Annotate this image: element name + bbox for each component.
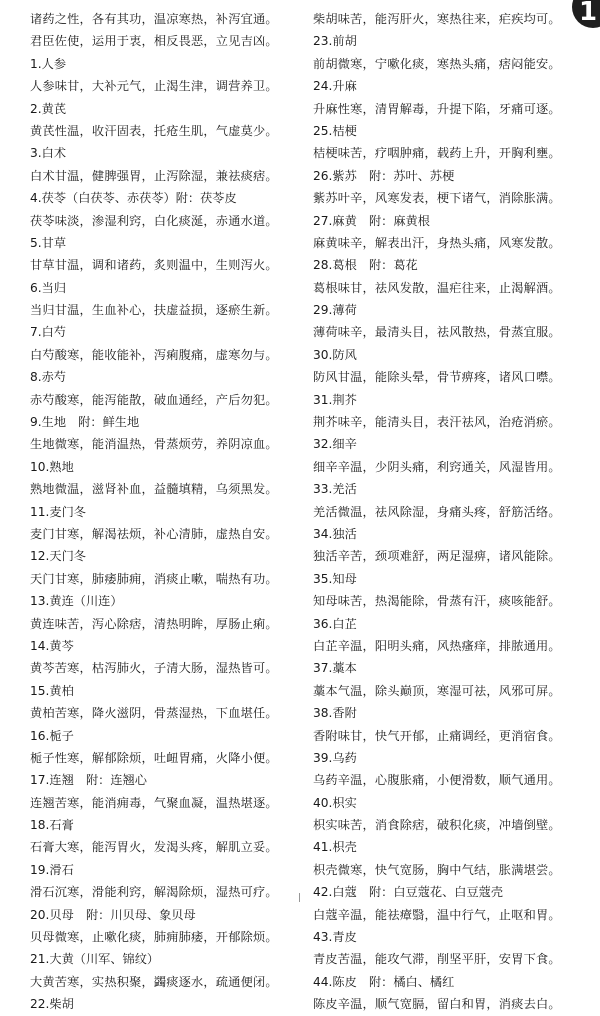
herb-heading: 40.枳实	[313, 795, 357, 810]
verse-line: 君臣佐使，运用于衷，相反畏恶，立见吉凶。	[30, 34, 278, 49]
verse-line: 白术甘温，健脾强胃，止泻除湿，兼祛痰痞。	[30, 168, 278, 183]
verse-line: 白芍酸寒，能收能补，泻痢腹痛，虚寒勿与。	[30, 347, 278, 362]
verse-line: 诸药之性，各有其功，温凉寒热，补泻宜通。	[30, 12, 278, 26]
verse-line: 赤芍酸寒，能泻能散，破血通经，产后勿犯。	[30, 392, 278, 407]
herb-heading: 39.乌药	[313, 750, 357, 765]
verse-line: 升麻性寒，清胃解毒，升提下陷，牙痛可逐。	[313, 101, 561, 116]
herb-heading: 32.细辛	[313, 437, 357, 452]
verse-line: 陈皮辛温，顺气宽膈，留白和胃，消痰去白。	[313, 997, 561, 1012]
herb-heading: 26.紫苏 附：苏叶、苏梗	[313, 168, 455, 183]
herb-heading: 3.白术	[30, 146, 67, 161]
herb-heading: 8.赤芍	[30, 370, 67, 385]
right-column	[313, 8, 589, 1016]
verse-line: 荆芥味辛，能清头目，表汗祛风，治疮消瘀。	[313, 415, 561, 430]
herb-heading: 35.知母	[313, 571, 357, 586]
verse-line: 独活辛苦，颈项难舒，两足湿痹，诸风能除。	[313, 549, 561, 564]
page-number: |	[298, 893, 302, 903]
herb-heading: 1.人参	[30, 56, 67, 71]
verse-line: 羌活微温，祛风除湿，身痛头疼，舒筋活络。	[313, 504, 561, 519]
herb-heading: 21.大黄（川军、锦纹）	[30, 952, 160, 967]
verse-line: 黄芩苦寒，枯泻肺火，子清大肠，湿热皆可。	[30, 661, 278, 676]
herb-heading: 29.薄荷	[313, 303, 357, 318]
verse-line: 黄柏苦寒，降火滋阴，骨蒸湿热，下血堪任。	[30, 706, 278, 721]
verse-line: 薄荷味辛，最清头目，祛风散热，骨蒸宜服。	[313, 325, 561, 340]
verse-line: 麻黄味辛，解表出汗，身热头痛，风寒发散。	[313, 235, 561, 250]
herb-heading: 12.天门冬	[30, 549, 86, 564]
herb-heading: 5.甘草	[30, 235, 67, 250]
herb-heading: 31.荆芥	[313, 392, 357, 407]
verse-line: 桔梗味苦，疗咽肿痛，载药上升，开胸利壅。	[313, 146, 561, 161]
verse-line: 枳实味苦，消食除痞，破积化痰，冲墙倒壁。	[313, 818, 561, 833]
verse-line: 天门甘寒，肺痿肺痈，消痰止嗽，喘热有功。	[30, 571, 278, 586]
verse-line: 麦门甘寒，解渴祛烦，补心清肺，虚热自安。	[30, 526, 278, 541]
verse-line: 前胡微寒，宁嗽化痰，寒热头痛，痞闷能安。	[313, 56, 561, 71]
verse-line: 黄连味苦，泻心除痞，清热明眸，厚肠止痢。	[30, 616, 278, 631]
herb-heading: 13.黄连（川连）	[30, 594, 123, 609]
verse-line: 藁本气温，除头巅顶，寒湿可祛，风邪可屏。	[313, 683, 561, 698]
page-badge: 1	[572, 0, 600, 28]
herb-heading: 4.茯苓（白茯苓、赤茯苓）附：茯苓皮	[30, 191, 237, 206]
herb-heading: 16.栀子	[30, 728, 74, 743]
verse-line: 知母味苦，热渴能除，骨蒸有汗，痰咳能舒。	[313, 594, 561, 609]
herb-heading: 2.黄芪	[30, 101, 67, 116]
herb-heading: 18.石膏	[30, 818, 74, 833]
herb-heading: 22.柴胡	[30, 997, 74, 1012]
herb-heading: 28.葛根 附：葛花	[313, 258, 418, 273]
verse-line: 柴胡味苦，能泻肝火，寒热往来，疟疾均可。	[313, 12, 561, 26]
verse-line: 当归甘温，生血补心，扶虚益损，逐瘀生新。	[30, 303, 278, 318]
herb-heading: 25.桔梗	[313, 123, 357, 138]
verse-line: 葛根味甘，祛风发散，温疟往来，止渴解酒。	[313, 280, 561, 295]
verse-line: 栀子性寒，解郁除烦，吐衄胃痛，火降小便。	[30, 750, 278, 765]
herb-heading: 23.前胡	[313, 34, 357, 49]
verse-line: 人参味甘，大补元气，止渴生津，调营养卫。	[30, 79, 278, 94]
herb-heading: 43.青皮	[313, 930, 357, 945]
herb-heading: 17.连翘 附：连翘心	[30, 773, 147, 788]
herb-heading: 9.生地 附：鲜生地	[30, 415, 140, 430]
herb-heading: 14.黄芩	[30, 638, 74, 653]
herb-heading: 33.羌活	[313, 482, 357, 497]
herb-heading: 34.独活	[313, 526, 357, 541]
verse-line: 白蔻辛温，能祛瘴翳，温中行气，止呕和胃。	[313, 907, 561, 922]
verse-line: 石膏大寒，能泻胃火，发渴头疼，解肌立妥。	[30, 840, 278, 855]
herb-heading: 11.麦门冬	[30, 504, 86, 519]
verse-line: 白芷辛温，阳明头痛，风热瘙痒，排脓通用。	[313, 638, 561, 653]
herb-heading: 36.白芷	[313, 616, 357, 631]
herb-heading: 7.白芍	[30, 325, 67, 340]
verse-line: 青皮苦温，能攻气滞，削坚平肝，安胃下食。	[313, 952, 561, 967]
herb-heading: 6.当归	[30, 280, 67, 295]
verse-line: 茯苓味淡，渗湿利窍，白化痰涎，赤通水道。	[30, 213, 278, 228]
verse-line: 乌药辛温，心腹胀痛，小便滑数，顺气通用。	[313, 773, 561, 788]
herb-heading: 30.防风	[313, 347, 357, 362]
verse-line: 大黄苦寒，实热积聚，蠲痰逐水，疏通便闭。	[30, 974, 278, 989]
verse-line: 甘草甘温，调和诸药，炙则温中，生则泻火。	[30, 258, 278, 273]
verse-line: 香附味甘，快气开郁，止痛调经，更消宿食。	[313, 728, 561, 743]
verse-line: 细辛辛温，少阴头痛，利窍通关，风湿皆用。	[313, 459, 561, 474]
herb-heading: 38.香附	[313, 706, 357, 721]
herb-heading: 42.白蔻 附：白豆蔻花、白豆蔻壳	[313, 885, 504, 900]
herb-heading: 15.黄柏	[30, 683, 74, 698]
left-column	[30, 8, 292, 1016]
herb-heading: 10.熟地	[30, 459, 74, 474]
verse-line: 生地微寒，能消温热，骨蒸烦劳，养阴凉血。	[30, 437, 278, 452]
verse-line: 滑石沉寒，滑能利窍，解渴除烦，湿热可疗。	[30, 885, 278, 900]
verse-line: 防风甘温，能除头晕，骨节痹疼，诸风口噤。	[313, 370, 561, 385]
herb-heading: 44.陈皮 附：橘白、橘红	[313, 974, 455, 989]
herb-heading: 37.藁本	[313, 661, 357, 676]
herb-heading: 41.枳壳	[313, 840, 357, 855]
herb-heading: 19.滑石	[30, 862, 74, 877]
herb-heading: 20.贝母 附：川贝母、象贝母	[30, 907, 196, 922]
verse-line: 黄芪性温，收汗固表，托疮生肌，气虚莫少。	[30, 123, 278, 138]
verse-line: 连翘苦寒，能消痈毒，气聚血凝，温热堪逐。	[30, 795, 278, 810]
verse-line: 紫苏叶辛，风寒发表，梗下诸气，消除胀满。	[313, 191, 561, 206]
verse-line: 贝母微寒，止嗽化痰，肺痈肺痿，开郁除烦。	[30, 930, 278, 945]
verse-line: 枳壳微寒，快气宽肠，胸中气结，胀满堪尝。	[313, 862, 561, 877]
herb-heading: 27.麻黄 附：麻黄根	[313, 213, 430, 228]
verse-line: 熟地微温，滋肾补血，益髓填精，乌须黑发。	[30, 482, 278, 497]
herb-heading: 24.升麻	[313, 79, 357, 94]
